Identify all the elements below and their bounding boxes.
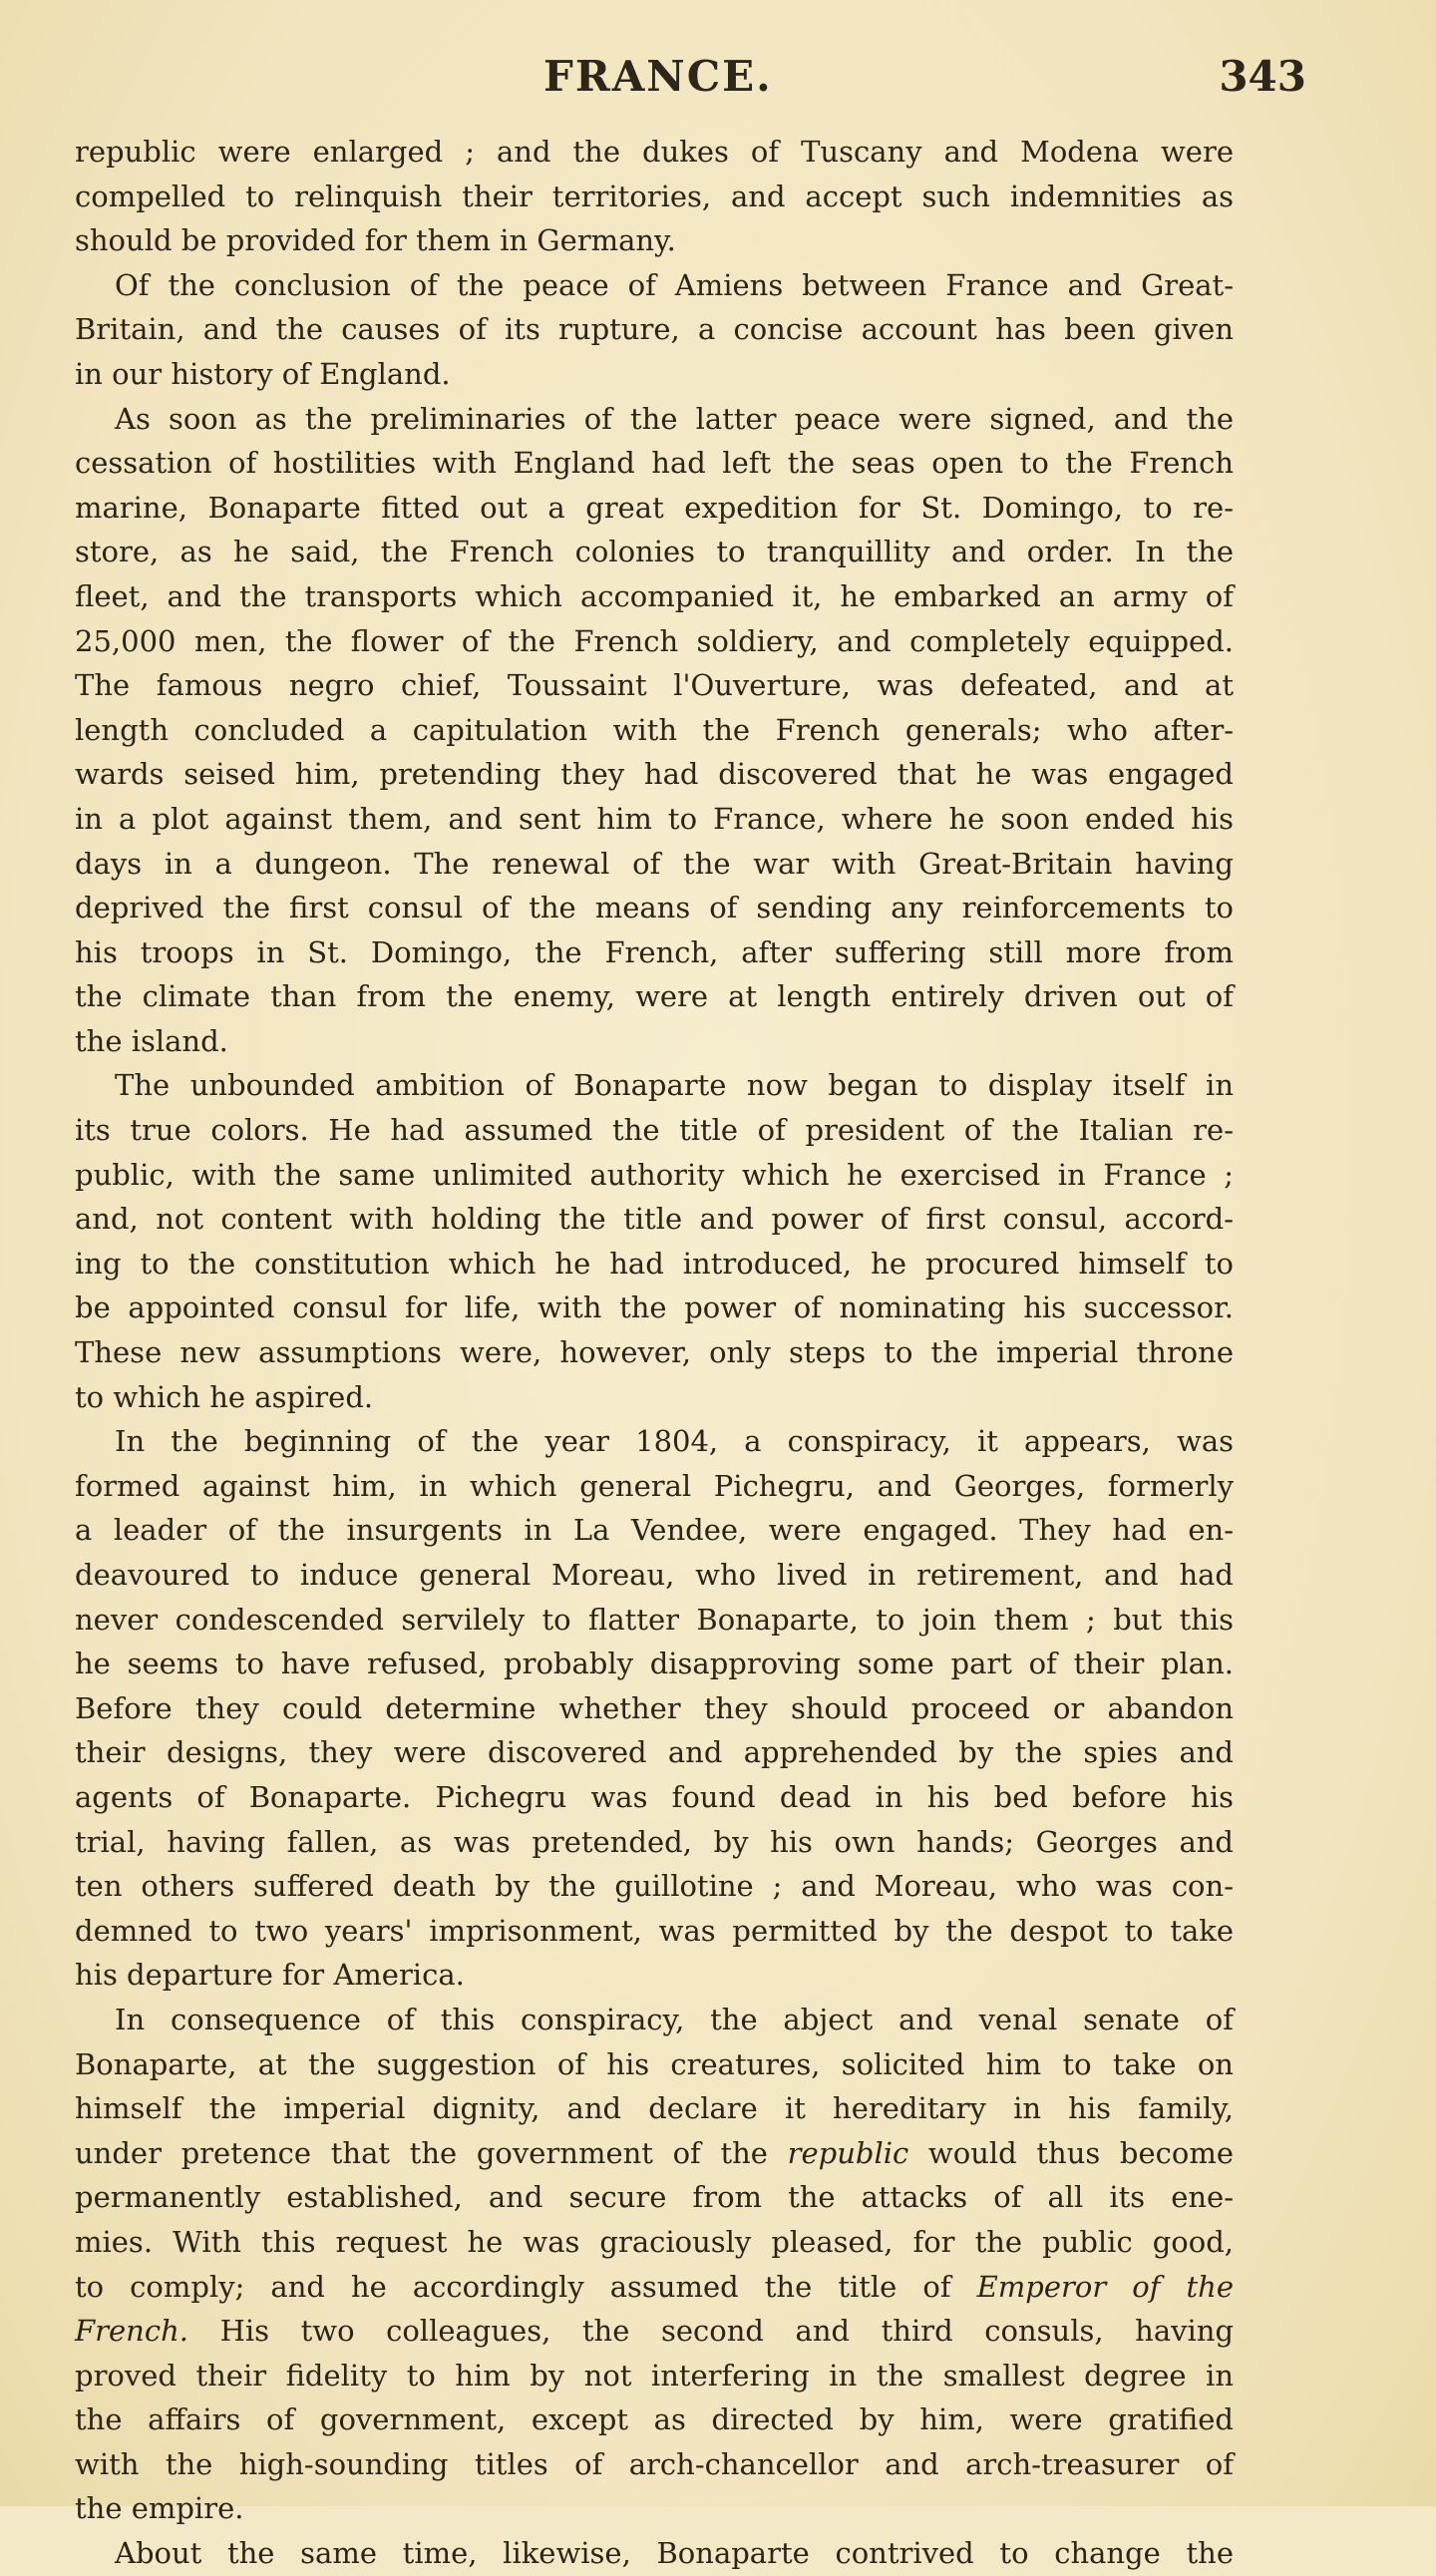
text-line: with the high-sounding titles of arch-chancellor and arch-treasurer of (75, 2446, 1234, 2481)
text-line-with-italic (75, 2131, 1234, 2176)
text-line: Before they could determine whether they should proceed or abandon (75, 1690, 1234, 1725)
text-line: 25,000 men, the flower of the French soldiery, and completely equipped. (75, 623, 1234, 658)
text-line: never condescended servilely to flatter Bonaparte, to join them ; but this (75, 1602, 1234, 1637)
text-line: his troops in St. Domingo, the French, after suffering still more from (75, 934, 1234, 969)
italic-title: Emperor of the (976, 2269, 1235, 2304)
text-line: These new assumptions were, however, only steps to the imperial throne (75, 1335, 1234, 1370)
text-line: compelled to relinquish their territories, and accept such indemnities as (75, 179, 1234, 213)
text-line: In the beginning of the year 1804, a conspiracy, it appears, was (115, 1424, 1234, 1459)
text-line: their designs, they were discovered and apprehended by the spies and (75, 1735, 1234, 1770)
text-line: wards seised him, pretending they had discovered that he was engaged (75, 757, 1234, 792)
text-line: in a plot against them, and sent him to France, where he soon ended his (75, 801, 1234, 836)
italic-title: French. (75, 2314, 188, 2349)
page-number: 343 (1219, 52, 1306, 101)
text-line: The unbounded ambition of Bonaparte now began to display itself in (115, 1068, 1234, 1103)
text-line: Britain, and the causes of its rupture, a concise account has been given (75, 312, 1234, 347)
text-line: he seems to have refused, probably disapproving some part of their plan. (75, 1647, 1234, 1681)
text-line: himself the imperial dignity, and declare it hereditary in his family, (75, 2091, 1234, 2126)
text-line: In consequence of this conspiracy, the abject and venal senate of (115, 2002, 1234, 2036)
text-line: should be provided for them in Germany. (75, 223, 676, 258)
text-line: the climate than from the enemy, were at length entirely driven out of (75, 979, 1234, 1014)
text-line-with-italic (75, 2309, 1234, 2354)
text-line: his departure for America. (75, 1958, 465, 1993)
text-line: ten others suffered death by the guillotine ; and Moreau, who was con- (75, 1869, 1234, 1904)
text-line: republic were enlarged ; and the dukes of Tuscany and Modena were (75, 135, 1234, 169)
text-line: Bonaparte, at the suggestion of his creatures, solicited him to take on (75, 2046, 1234, 2081)
text-line: ing to the constitution which he had introduced, he procured himself to (75, 1246, 1234, 1281)
page-header (80, 52, 1306, 112)
text-line: to which he aspired. (75, 1379, 374, 1414)
text-line-with-italic (75, 2265, 1234, 2310)
text-line: The famous negro chief, Toussaint l'Ouverture, was defeated, and at (75, 668, 1234, 703)
text-line: a leader of the insurgents in La Vendee, were engaged. They had en- (75, 1513, 1234, 1548)
text-line: formed against him, in which general Pichegru, and Georges, formerly (75, 1468, 1234, 1503)
text-line: agents of Bonaparte. Pichegru was found dead in his bed before his (75, 1779, 1234, 1814)
running-title: FRANCE. (543, 52, 773, 101)
text-line: store, as he said, the French colonies to tranquillity and order. In the (75, 535, 1234, 569)
text-line: marine, Bonaparte fitted out a great expedition for St. Domingo, to re- (75, 490, 1234, 525)
text-line: public, with the same unlimited authority which he exercised in France ; (75, 1157, 1234, 1192)
text-line: About the same time, likewise, Bonaparte contrived to change the (115, 2536, 1234, 2571)
text-line: demned to two years' imprisonment, was permitted by the despot to take (75, 1913, 1234, 1948)
text-segment: to comply; and he accordingly assumed the title of (75, 2269, 951, 2304)
text-line: length concluded a capitulation with the French generals; who after- (75, 712, 1234, 747)
text-line: As soon as the preliminaries of the latter peace were signed, and the (115, 401, 1234, 436)
text-line: and, not content with holding the title and power of first consul, accord- (75, 1202, 1234, 1237)
text-line: trial, having fallen, as was pretended, by his own hands; Georges and (75, 1824, 1234, 1859)
italic-word: republic (787, 2135, 909, 2170)
text-line: the affairs of government, except as directed by him, were gratified (75, 2402, 1234, 2437)
text-line: the empire. (75, 2491, 244, 2526)
text-line: in our history of England. (75, 356, 451, 391)
text-line: be appointed consul for life, with the power of nominating his successor. (75, 1290, 1234, 1325)
text-line: days in a dungeon. The renewal of the war with Great-Britain having (75, 846, 1234, 881)
text-line: its true colors. He had assumed the title of president of the Italian re- (75, 1113, 1234, 1148)
text-line: fleet, and the transports which accompanied it, he embarked an army of (75, 578, 1234, 613)
text-line: deavoured to induce general Moreau, who lived in retirement, and had (75, 1558, 1234, 1592)
body-text (75, 130, 1234, 2576)
text-segment: His two colleagues, the second and third consuls, having (219, 2314, 1235, 2349)
text-line: the island. (75, 1023, 228, 1058)
text-segment: would thus become (927, 2135, 1235, 2170)
text-line: mies. With this request he was graciously pleased, for the public good, (75, 2224, 1234, 2259)
text-segment: under pretence that the government of the (75, 2135, 768, 2170)
text-line: Of the conclusion of the peace of Amiens between France and Great- (115, 267, 1234, 302)
text-line: proved their fidelity to him by not interfering in the smallest degree in (75, 2358, 1234, 2392)
text-line: permanently established, and secure from the attacks of all its ene- (75, 2180, 1234, 2215)
text-line: cessation of hostilities with England had left the seas open to the French (75, 446, 1234, 481)
text-line: deprived the first consul of the means of sending any reinforcements to (75, 891, 1234, 925)
